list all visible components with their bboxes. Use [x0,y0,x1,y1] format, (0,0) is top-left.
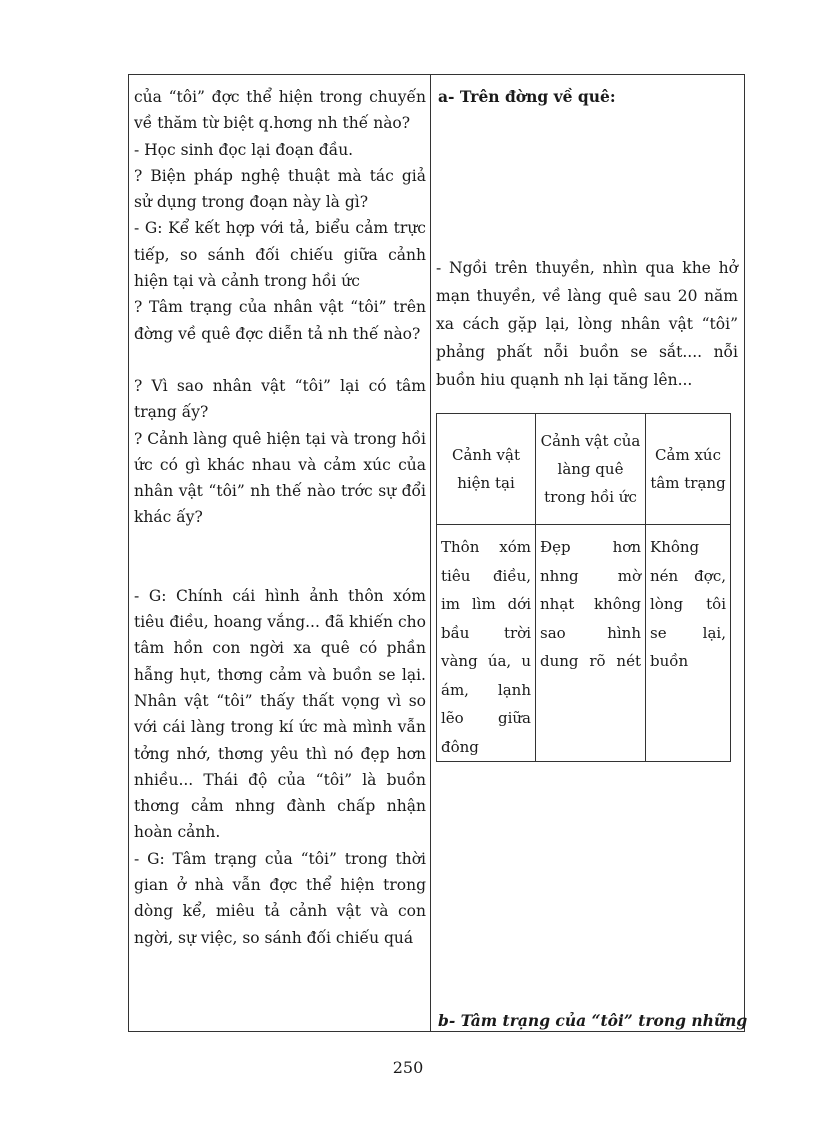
column-header: Cảnh vật của làng quê trong hồi ức [536,414,646,525]
question-paragraph: ? Tâm trạng của nhân vật “tôi” trên đờng về quê đợc diễn tả nh thế nào? [134,298,426,343]
column-header: Cảm xúc tâm trạng [646,414,731,525]
question-paragraph: ? Vì sao nhân vật “tôi” lại có tâm trạng ấy? [134,376,426,422]
table-cell: Đẹp hơn nhng mờ nhạt không sao hình dung rõ nét [536,525,646,762]
column-divider [430,74,431,1032]
content-paragraph: - Ngồi trên thuyền, nhìn qua khe hở mạn thuyền, về làng quê sau 20 năm xa cách gặp lại, lòng nhân vật “tôi” phảng phất nỗi buồn se sắt.... nỗi buồn hiu quạnh nh lại tăng lên... [436,259,738,389]
teacher-note-paragraph: - G: Kể kết hợp với tả, biểu cảm trực tiếp, so sánh đối chiếu giữa cảnh hiện tại và cảnh trong hồi ức [134,219,426,291]
comparison-table-row [437,525,731,762]
table-cell: Không nén đợc, lòng tôi se lại, buồn [646,525,731,762]
comparison-table [436,413,731,762]
teacher-note-paragraph: - G: Tâm trạng của “tôi” trong thời gian ở nhà vẫn đợc thể hiện trong dòng kể, miêu tả cảnh vật và con ngời, sự việc, so sánh đối chiếu quá [134,849,426,947]
comparison-table-header-row [437,414,731,525]
question-paragraph: ? Cảnh làng quê hiện tại và trong hồi ức có gì khác nhau và cảm xúc của nhân vật “tôi” nh thế nào trớc sự đổi khác ấy? [134,429,426,527]
teacher-note-paragraph: - G: Chính cái hình ảnh thôn xóm tiêu điều, hoang vắng... đã khiến cho tâm hồn con ngời xa quê có phần hẫng hụt, thơng cảm và buồn se lại. Nhân vật “tôi” thấy thất vọng vì so với cái làng trong kí ức mà mình vẫn tởng nhớ, thơng yêu thì nó đẹp hơn nhiều... Thái độ của “tôi” là buồn thơng cảm nhng đành chấp nhận hoàn cảnh. [134,586,426,842]
section-heading-a: a- Trên đờng về quê: [438,87,616,106]
table-cell: Thôn xóm tiêu điều, im lìm dới bầu trời vàng úa, u ám, lạnh lẽo giữa đông [437,525,536,762]
section-heading-b: b- Tâm trạng của “tôi” trong những [438,1011,748,1030]
instruction-paragraph: - Học sinh đọc lại đoạn đầu. [134,140,354,159]
question-paragraph: của “tôi” đợc thể hiện trong chuyến về thăm từ biệt q.hơng nh thế nào? [134,88,426,133]
column-header: Cảnh vật hiện tại [437,414,536,525]
teacher-activity-column [134,84,426,951]
question-paragraph: ? Biện pháp nghệ thuật mà tác giả sử dụng trong đoạn này là gì? [134,166,426,212]
page-number: 250 [392,1058,424,1077]
